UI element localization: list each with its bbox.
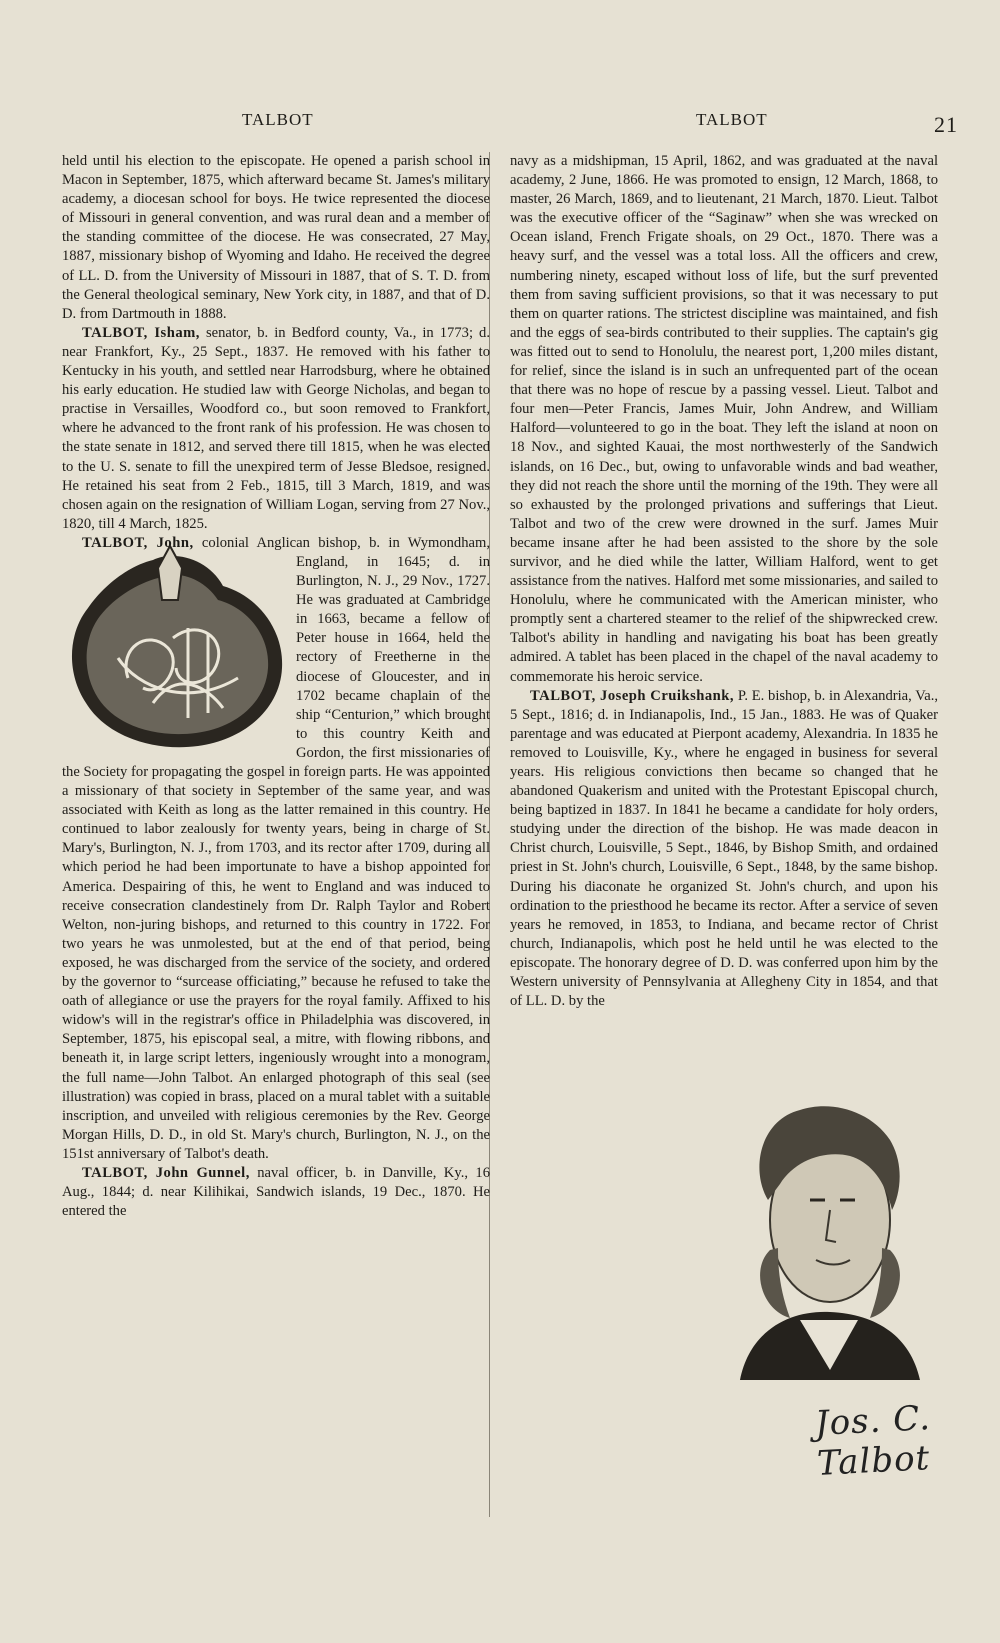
entry-text: naval officer, b. in Danville, Ky., 16 Aug., 1844; d. near Kilihikai, Sandwich islands, 19 Dec., 1870. He entered the (62, 1164, 490, 1220)
signature: Jos. C. Talbot (814, 1398, 932, 1484)
right-column (510, 152, 938, 1011)
paragraph-continuation: held until his election to the episcopate. He opened a parish school in Macon in September, 1875, which afterward became St. James's military academy, a diocesan school for boys. He twice represented the diocese of Missouri in general convention, and was rural dean and a member of the standing committee of the diocese. He was consecrated, 27 May, 1887, missionary bishop of Wyoming and Idaho. He received the degree of LL. D. from the University of Missouri in 1887, that of S. T. D. from the General theological seminary, New York city, in 1887, and that of D. D. from Dartmouth in 1888. (62, 153, 490, 322)
left-column (62, 152, 490, 1221)
running-head-left: TALBOT (242, 110, 314, 129)
portrait-figure (680, 1080, 970, 1484)
entry-text: P. E. bishop, b. in Alexandria, Va., 5 Sept., 1816; d. in Indianapolis, Ind., 15 Jan., 1883. He was of Quaker parentage and was educated at Pierpont academy, Alexandria. In 1835 he removed to Louisville, Ky., where he engaged in business for several years. His religious convictions then became so changed that he abandoned Quakerism and united with the Protestant Episcopal church, being baptized in 1837. In 1841 he became a candidate for holy orders, studying under the direction of the bishop. He was made deacon in Christ church, Louisville, 5 Sept., 1846, by Bishop Smith, and ordained priest in St. John's church, Louisville, 6 Sept., 1848, by the same bishop. During his diaconate he organized St. John's church, and upon his ordination to the priesthood he became its rector. After a service of seven years he removed, in 1853, to Indiana, and became rector of Christ church, Indianapolis, which post he held until he was elected to the episcopate. The honorary degree of D. D. was conferred upon him by the Western university of Pennsylvania at Allegheny City in 1854, and that of LL. D. by the (510, 687, 938, 1010)
entry-text: colonial Anglican bishop, b. in Wymondham, England, in 1645; d. in Burlington, N. J., 29 Nov., 1727. He was graduated at Cambridge in 1663, became a fellow of Peter house in 1664, held the rectory of Freetherne in the diocese of Gloucester, and in 1702 became chaplain of the ship “Centurion,” which brought to this country Keith and Gordon, the first missionaries of the Society for propagating the gospel in foreign parts. He was appointed a missionary of that society in September of the same year, and was associated with Keith as long as the latter remained in this country. He continued to labor zealously for twenty years, being in charge of St. Mary's, Burlington, N. J., from 1703, and its rector after 1709, during all which period he had been importunate to have a bishop appointed for America. Despairing of this, he went to England and was induced to receive consecration clandestinely from Dr. Ralph Taylor and Robert Welton, non-juring bishops, and returned to this country in 1722. For two years he was unmolested, but at the end of that period, being exposed, he was discharged from the service of the society, and ordered by the governor to “surcease officiating,” because he refused to take the oath of allegiance or use the prayers for the royal family. Affixed to his widow's will in the registrar's office in Philadelphia was discovered, in September, 1875, his episcopal seal, a mitre, with flowing ribbons, and beneath it, in large script letters, ingeniously wrought into a monogram, the full name—John Talbot. An enlarged photograph of this seal (see illustration) was copied in brass, placed on a mural tablet with a suitable inscription, and unveiled with religious ceremonies by the Rev. George Morgan Hills, D. D., in old St. Mary's church, Burlington, N. J., on the 151st anniversary of Talbot's death. (62, 534, 491, 1162)
entry-headword: TALBOT, John Gunnel, (82, 1164, 250, 1181)
entry-headword: TALBOT, Joseph Cruikshank, (530, 687, 735, 704)
entry-headword: TALBOT, Isham, (82, 324, 200, 341)
entry-isham-talbot (62, 324, 490, 534)
entry-joseph-cruikshank-talbot (510, 687, 938, 1012)
running-head-right: TALBOT (696, 110, 768, 129)
entry-headword: TALBOT, John, (82, 534, 194, 551)
entry-john-gunnel-talbot (62, 1164, 490, 1221)
entry-john-talbot (62, 534, 490, 1164)
entry-text: senator, b. in Bedford county, Va., in 1773; d. near Frankfort, Ky., 25 Sept., 1837. He removed with his father to Kentucky in his youth, and settled near Harrodsburg, where he obtained his early education. He studied law with George Nicholas, and began to practise in Versailles, Woodford co., but soon removed to Frankfort, where he advanced to the front rank of his profession. He was chosen to the state senate in 1812, and served there till 1815, when he was elected to the U. S. senate to fill the unexpired term of Jesse Bledsoe, resigned. He retained his seat from 2 Feb., 1815, till 3 March, 1819, and was chosen again on the resignation of William Logan, serving from 27 Nov., 1820, till 4 March, 1825. (62, 324, 490, 532)
page-number: 21 (934, 112, 958, 137)
episcopal-seal-illustration (58, 538, 288, 756)
paragraph-continuation: navy as a midshipman, 15 April, 1862, and was graduated at the naval academy, 2 June, 1866. He was promoted to ensign, 12 March, 1868, to master, 26 March, 1869, and to lieutenant, 21 March, 1870. Lieut. Talbot was the executive officer of the “Saginaw” when she was wrecked on Ocean island, French Frigate shoals, on 29 Oct., 1870. There was a heavy surf, and the vessel was a total loss. All the officers and crew, numbering ninety, escaped without loss of life, but the surf prevented them from saving sufficient provisions, so that it was necessary to put them on quarter rations. The strictest discipline was maintained, and fish and the eggs of sea-birds contributed to their supplies. The captain's gig was fitted out to send to Honolulu, the nearest port, 1,200 miles distant, for relief, since the island is in such an unfrequented part of the ocean that there was no hope of rescue by a passing vessel. Lieut. Talbot and four men—Peter Francis, James Muir, John Andrew, and William Halford—volunteered to go in the boat. They left the island at noon on 18 Nov., and sighted Kauai, the most northwesterly of the Sandwich islands, on 16 Dec., but, owing to unfavorable winds and bad weather, they did not reach the shore until the morning of the 19th. They were all so exhausted by the prolonged privations and sufferings that Lieut. Talbot and two of the crew were drowned in the surf. James Muir became insane after he had been assisted to the shore by the sole survivor, and he died while the latter, William Halford, went to get assistance from the natives. Halford met some missionaries, and sailed to Honolulu, where he communicated with the American minister, who promptly sent a chartered steamer to the relief of the shipwrecked crew. Talbot's ability in handling and navigating his boat has been greatly admired. A tablet has been placed in the chapel of the naval academy to commemorate his heroic service. (510, 153, 938, 685)
portrait-engraving (680, 1080, 970, 1400)
